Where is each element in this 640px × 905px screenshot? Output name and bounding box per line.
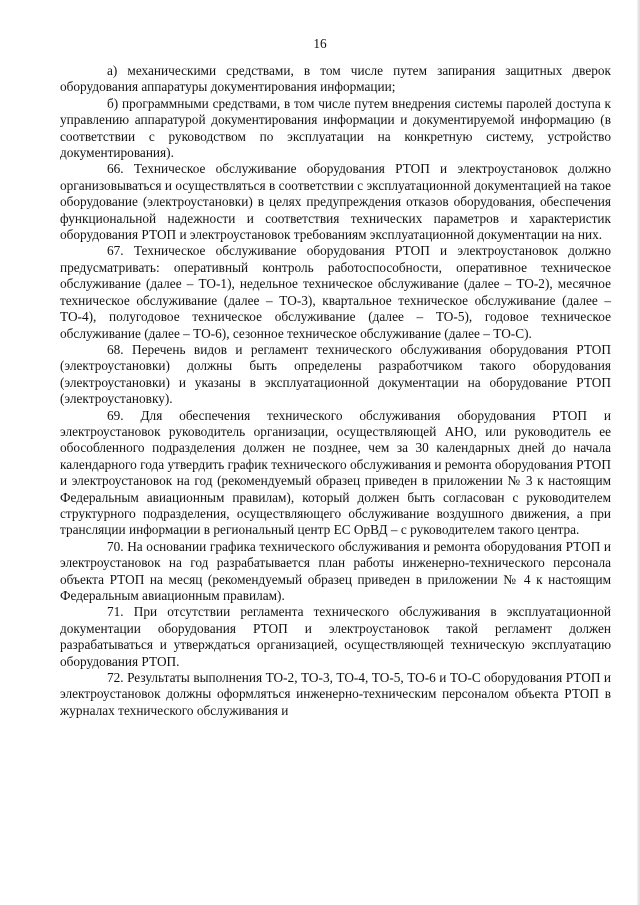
paragraph-71: 71. При отсутствии регламента технического обслуживания в эксплуатационной документации оборудования РТОП и электроустановок такой регламент должен разрабатываться и утверждаться организацией, осуществляющей техническую эксплуатацию оборудования РТОП. xyxy=(60,604,611,669)
paragraph-68: 68. Перечень видов и регламент технического обслуживания оборудования РТОП (электроустановки) должны быть определены разработчиком такого оборудования (электроустановки) и указаны в эксплуатационной документации на оборудование РТОП (электроустановку). xyxy=(60,341,611,407)
paragraph-72: 72. Результаты выполнения ТО-2, ТО-3, ТО-4, ТО-5, ТО-6 и ТО-С оборудования РТОП и электроустановок должны оформляться инженерно-техническим персоналом объекта РТОП в журналах технического обслуживания и xyxy=(60,670,611,718)
paragraph-a-mechanical: а) механическими средствами, в том числе путем запирания защитных дверок оборудования аппаратуры документирования информации; xyxy=(60,63,611,95)
paragraph-66: 66. Техническое обслуживание оборудования РТОП и электроустановок должно организовываться и осуществляться в соответствии с эксплуатационной документацией на такое оборудование (электроустановки) в целях предупреждения отказов оборудования, обеспечения функциональной надежности и соответствия технических параметров и характеристик оборудования РТОП и электроустановок требованиям эксплуатационной документации на них. xyxy=(60,161,611,243)
paragraph-70: 70. На основании графика технического обслуживания и ремонта оборудования РТОП и электроустановок на год разрабатывается план работы инженерно-технического персонала объекта РТОП на месяц (рекомендуемый образец приведен в приложении № 4 к настоящим Федеральным авиационным правилам). xyxy=(60,538,611,603)
document-body xyxy=(60,63,611,719)
page-number: 16 xyxy=(313,36,327,51)
paragraph-67: 67. Техническое обслуживание оборудования РТОП и электроустановок должно предусматривать: оперативный контроль работоспособности, оперативное техническое обслуживание (далее – ТО-1), недельное техническое обслуживание (далее – ТО-2), месячное техническое обслуживание (далее – ТО-3), квартальное техническое обслуживание (далее – ТО-4), полугодовое техническое обслуживание (далее – ТО-5), годовое техническое обслуживание (далее – ТО-6), сезонное техническое обслуживание (далее – ТО-С). xyxy=(60,243,611,341)
paragraph-b-software: б) программными средствами, в том числе путем внедрения системы паролей доступа к управлению аппаратурой документирования информации и документируемой информацию (в соответствии с руководством по эксплуатации на конкретную систему, устройство документирования). xyxy=(60,95,611,161)
paragraph-69: 69. Для обеспечения технического обслуживания оборудования РТОП и электроустановок руководитель организации, осуществляющей АНО, или руководитель ее обособленного подразделения должен не позднее, чем за 30 календарных дней до начала календарного года утвердить график технического обслуживания и ремонта оборудования РТОП и электроустановок на год (рекомендуемый образец приведен в приложении № 3 к настоящим Федеральным авиационным правилам), который должен быть согласован с руководителем структурного подразделения, осуществляющего обслуживание воздушного движения, а при трансляции информации в региональный центр ЕС ОрВД – с руководителем такого центра. xyxy=(60,407,611,538)
